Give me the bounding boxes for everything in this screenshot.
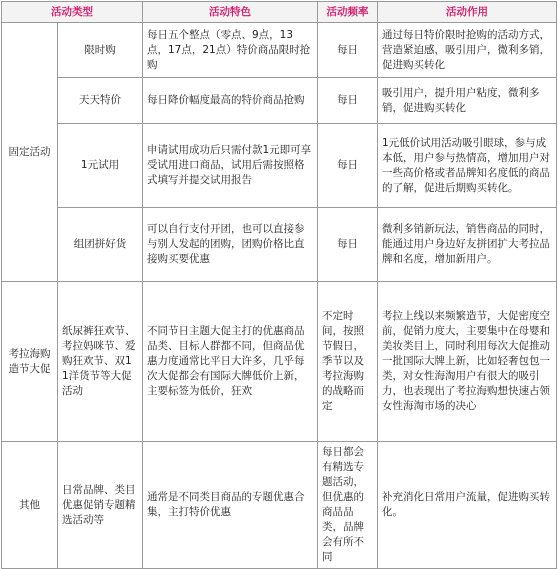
header-row [2,2,557,23]
sub-type-cell: 日常品牌、类目优惠促销专题精选活动等 [58,442,143,569]
sub-type-cell: 1元试用 [58,124,143,208]
frequency-cell: 每日都会有精选专题活动，但优惠的商品品类，品牌会有所不同 [318,442,378,569]
frequency-cell: 每日 [318,208,378,282]
feature-cell: 通常是不同类目商品的专题优惠合集，主打特价优惠 [143,442,318,569]
sub-type-cell: 组团拼好货 [58,208,143,282]
sub-type-cell: 限时购 [58,23,143,78]
table-row [2,78,557,124]
feature-cell: 可以自行支付开团，也可以直接参与别人发起的团购，团购价格比直接购买要优惠 [143,208,318,282]
effect-cell: 补充消化日常用户流量，促进购买转化。 [378,442,557,569]
effect-cell: 微利多销新玩法，销售商品的同时，能通过用户身边好友拼团扩大考拉品牌和名度，增加新用户。 [378,208,557,282]
effect-cell: 通过每日特价限时抢购的活动方式，营造紧迫感，吸引用户，微利多销，促进购买转化 [378,23,557,78]
frequency-cell: 不定时间，按照节假日，季节以及考拉海购的战略而定 [318,282,378,442]
sub-type-cell: 纸尿裤狂欢节、考拉妈咪节、爱购狂欢节、双11洋货节等大促活动 [58,282,143,442]
feature-cell: 申请试用成功后只需付款1元即可享受试用进口商品，试用后需按照格式填写并提交试用报告 [143,124,318,208]
effect-cell: 考拉上线以来频繁造节，大促密度空前，促销力度大，主要集中在母婴和美妆类目上，同时利用每次大促推动一批国际大牌上新，比如轻奢包包一类，对女性海淘用户有很大的吸引力，也表现出了考拉海购想快速占领女性海淘市场的决心 [378,282,557,442]
frequency-cell: 每日 [318,78,378,124]
header-type: 活动类型 [2,2,143,23]
feature-cell: 每日五个整点（零点、9点，13点，17点，21点）特价商品限时抢购 [143,23,318,78]
table-row [2,442,557,569]
category-other: 其他 [2,442,58,569]
table-row [2,124,557,208]
table-row [2,23,557,78]
sub-type-cell: 天天特价 [58,78,143,124]
activity-table [1,1,557,569]
table-row [2,282,557,442]
header-frequency: 活动频率 [318,2,378,23]
table-row [2,208,557,282]
category-promo: 考拉海购造节大促 [2,282,58,442]
effect-cell: 吸引用户，提升用户粘度，微利多销，促进购买转化 [378,78,557,124]
header-feature: 活动特色 [143,2,318,23]
feature-cell: 每日降价幅度最高的特价商品抢购 [143,78,318,124]
effect-cell: 1元低价试用活动吸引眼球，参与成本低，用户参与热情高，增加用户对一些高价格或者品牌知名度低的商品的了解，促进后期购买转化。 [378,124,557,208]
feature-cell: 不同节日主题大促主打的优惠商品品类、目标人群都不同，但商品优惠力度通常比平日大许多，几乎每次大促都会有国际大牌低价上新，主要标签为低价，狂欢 [143,282,318,442]
frequency-cell: 每日 [318,124,378,208]
category-fixed: 固定活动 [2,23,58,282]
frequency-cell: 每日 [318,23,378,78]
header-effect: 活动作用 [378,2,557,23]
